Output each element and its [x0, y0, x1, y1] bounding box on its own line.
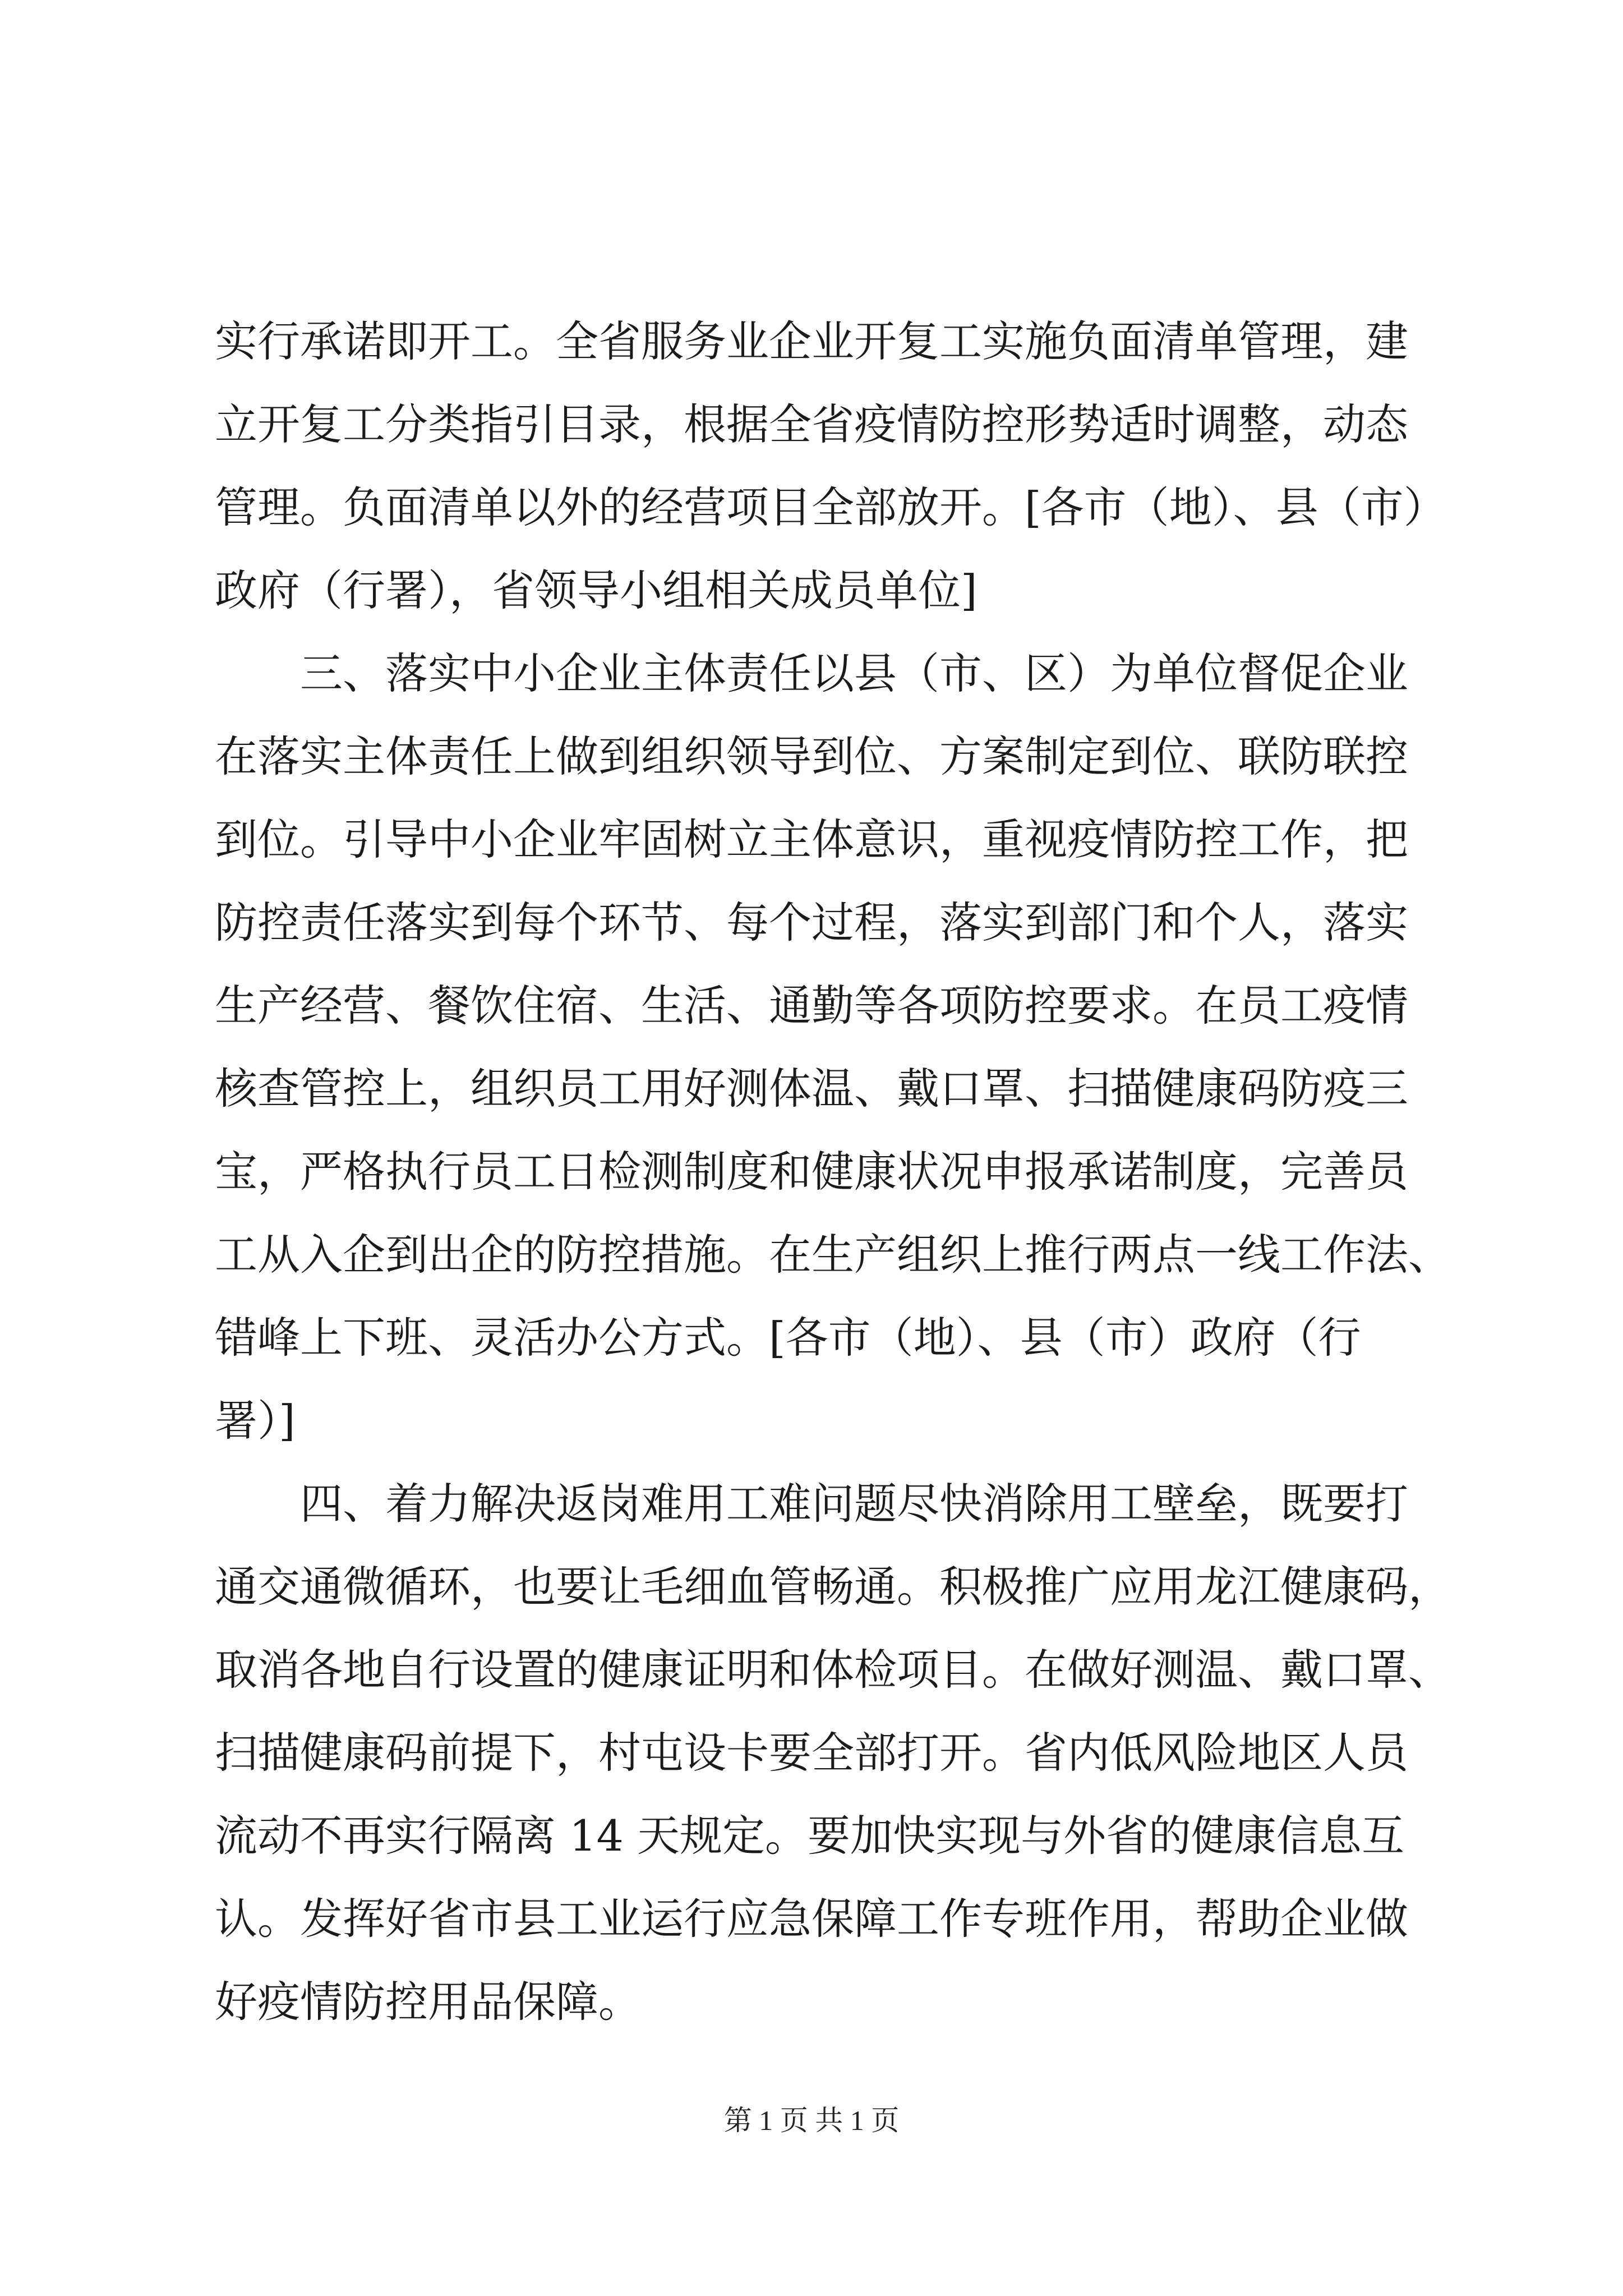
- text-line: 政府（行署），省领导小组相关成员单位]: [215, 565, 978, 615]
- text-line: 通交通微循环，也要让毛细血管畅通。积极推广应用龙江健康码，: [215, 1562, 1451, 1612]
- text-line: 宝，严格执行员工日检测制度和健康状况申报承诺制度，完善员: [215, 1147, 1408, 1197]
- text-line: 四、着力解决返岗难用工难问题尽快消除用工壁垒，既要打: [215, 1479, 1408, 1529]
- text-line: 工从入企到出企的防控措施。在生产组织上推行两点一线工作法、: [215, 1230, 1451, 1280]
- page-footer: [0, 2101, 1623, 2140]
- text-line: 认。发挥好省市县工业运行应急保障工作专班作用，帮助企业做: [215, 1894, 1408, 1944]
- text-line: 实行承诺即开工。全省服务业企业开复工实施负面清单管理，建: [215, 316, 1408, 366]
- text-line: 署）]: [215, 1396, 296, 1446]
- text-line: 到位。引导中小企业牢固树立主体意识，重视疫情防控工作，把: [215, 815, 1408, 864]
- text-line: 管理。负面清单以外的经营项目全部放开。[各市（地）、县（市）: [215, 482, 1446, 532]
- page-number: 第 1 页 共 1 页: [723, 2105, 900, 2136]
- text-line: 流动不再实行隔离 14 天规定。要加快实现与外省的健康信息互: [215, 1811, 1405, 1861]
- text-line: 好疫情防控用品保障。: [215, 1977, 641, 2027]
- text-line: 在落实主体责任上做到组织领导到位、方案制定到位、联防联控: [215, 731, 1408, 781]
- text-line: 生产经营、餐饮住宿、生活、通勤等各项防控要求。在员工疫情: [215, 981, 1408, 1030]
- text-line: 取消各地自行设置的健康证明和体检项目。在做好测温、戴口罩、: [215, 1645, 1451, 1695]
- text-line: 扫描健康码前提下，村屯设卡要全部打开。省内低风险地区人员: [215, 1728, 1408, 1778]
- document-body: [215, 300, 1451, 2044]
- text-line: 防控责任落实到每个环节、每个过程，落实到部门和个人，落实: [215, 898, 1408, 947]
- text-line: 核查管控上，组织员工用好测体温、戴口罩、扫描健康码防疫三: [215, 1064, 1408, 1114]
- text-line: 错峰上下班、灵活办公方式。[各市（地）、县（市）政府（行: [215, 1313, 1361, 1363]
- text-line: 立开复工分类指引目录，根据全省疫情防控形势适时调整，动态: [215, 399, 1408, 449]
- text-line: 三、落实中小企业主体责任以县（市、区）为单位督促企业: [215, 648, 1408, 698]
